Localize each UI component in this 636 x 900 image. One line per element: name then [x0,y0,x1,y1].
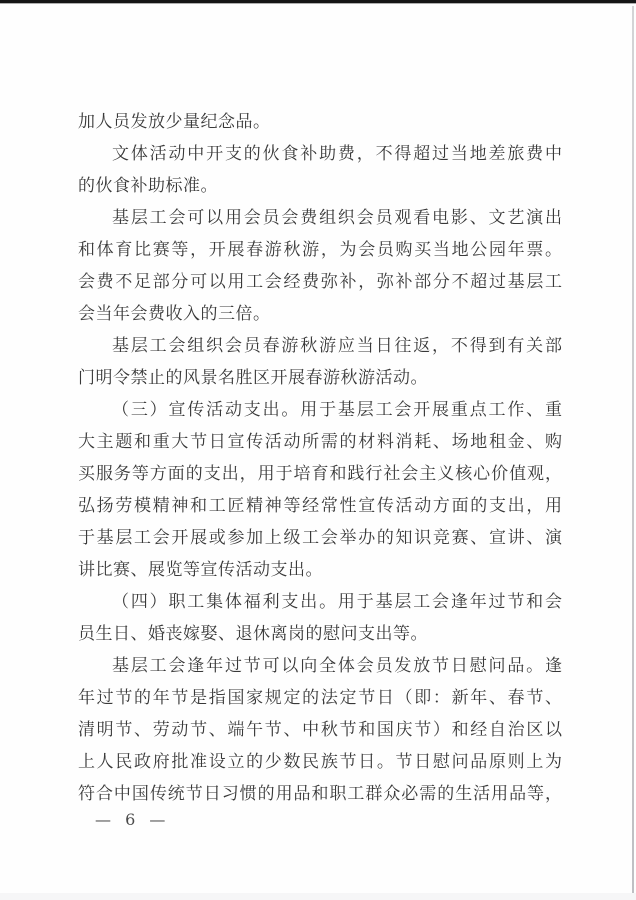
text-line: 弘扬劳模精神和工匠精神等经常性宣传活动方面的支出，用 [78,496,562,516]
text-line: 基层工会可以用会员会费组织会员观看电影、文艺演出 [112,208,562,228]
text-line: 买服务等方面的支出，用于培育和践行社会主义核心价值观， [78,464,562,484]
text-line: 基层工会组织会员春游秋游应当日往返，不得到有关部 [112,336,562,356]
text-line: 基层工会逢年过节可以向全体会员发放节日慰问品。逢 [112,656,562,676]
scan-bottom-edge-artifact [0,893,636,900]
page-number: — 6 — [95,810,167,829]
document-body [78,106,562,810]
text-line: 和体育比赛等，开展春游秋游，为会员购买当地公园年票。 [78,240,562,260]
text-line: （四）职工集体福利支出。用于基层工会逢年过节和会 [112,592,562,612]
text-line: 会费不足部分可以用工会经费弥补，弥补部分不超过基层工 [78,272,562,292]
text-line: 讲比赛、展览等宣传活动支出。 [78,560,323,580]
text-line: 会当年会费收入的三倍。 [78,304,271,324]
text-line: 加人员发放少量纪念品。 [78,112,271,132]
text-line: （三）宣传活动支出。用于基层工会开展重点工作、重 [112,400,562,420]
text-line: 清明节、劳动节、端午节、中秋节和国庆节）和经自治区以 [78,720,562,740]
text-line: 上人民政府批准设立的少数民族节日。节日慰问品原则上为 [78,752,562,772]
text-line: 于基层工会开展或参加上级工会举办的知识竞赛、宣讲、演 [78,528,562,548]
text-line: 大主题和重大节日宣传活动所需的材料消耗、场地租金、购 [78,432,562,452]
text-line: 门明令禁止的风景名胜区开展春游秋游活动。 [78,368,428,388]
scan-right-edge-artifact [632,6,634,900]
scan-top-edge-artifact [0,0,636,3]
text-line: 符合中国传统节日习惯的用品和职工群众必需的生活用品等， [78,784,562,804]
text-line: 员生日、婚丧嫁娶、退休离岗的慰问支出等。 [78,624,428,644]
text-line: 年过节的年节是指国家规定的法定节日（即：新年、春节、 [78,688,562,708]
text-line: 文体活动中开支的伙食补助费，不得超过当地差旅费中 [112,144,562,164]
text-line: 的伙食补助标准。 [78,176,218,196]
